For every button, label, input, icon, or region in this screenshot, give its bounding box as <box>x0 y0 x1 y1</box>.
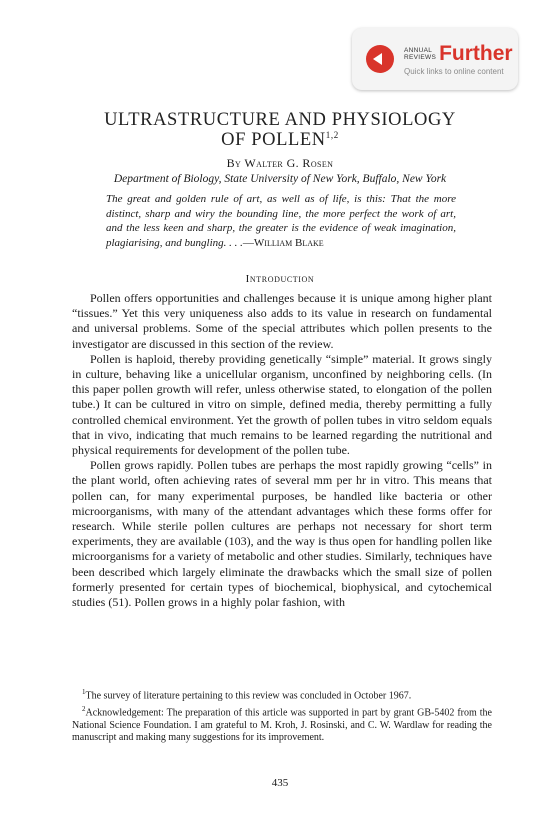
paragraph: Pollen offers opportunities and challenges because it is unique among higher plant “tissues.” Yet this very uniqueness also adds to its value in research on fundamental and universal problems. Some of the special attributes which pollen presents to the investigator are discussed in this section of the review. <box>72 291 492 351</box>
epigraph-attribution: —William Blake <box>242 236 324 249</box>
article-title-line2: OF POLLEN$^{1,2}$ <box>221 130 339 151</box>
footnote: $^1$The survey of literature pertaining to this review was concluded in October 1967. <box>82 688 412 702</box>
footnotes <box>72 686 492 745</box>
epigraph <box>106 192 456 250</box>
badge-text <box>404 43 513 76</box>
author-line: By Walter G. Rosen <box>226 156 334 170</box>
section-heading: Introduction <box>245 273 315 285</box>
play-arrow-icon <box>366 45 394 73</box>
department-line: Department of Biology, State University of New York, Buffalo, New York <box>113 173 447 185</box>
article-title-line1: ULTRASTRUCTURE AND PHYSIOLOGY <box>104 110 456 130</box>
footnote: $^2$Acknowledgement: The preparation of this article was supported in part by grant GB-5402 from the National Science Foundation. I am grateful to M. Kroh, J. Rosinski, and C. W. Wardlaw for reading the manuscript and making many suggestions for its improvement. <box>72 704 492 744</box>
badge-subtitle: Quick links to online content <box>404 66 504 76</box>
badge-further-label: Further <box>439 41 513 65</box>
paragraph: Pollen is haploid, thereby providing genetically “simple” material. It grows singly in culture, behaving like a unicellular organism, unconfined by neighboring cells. (In this paper pollen growth will refer, unless otherwise stated, to elongation of the pollen tube.) It can be cultured in vitro on simple, defined media, thereby permitting a fully controlled chemical environment. Yet the growth of pollen tubes in vitro seldom equals that in vivo, indicating that much remains to be learned regarding the nutritional and physical requirements for development of the pollen tube. <box>72 351 492 458</box>
title-footnote-marks: 1,2 <box>325 130 339 140</box>
annual-reviews-further-badge[interactable] <box>352 28 518 90</box>
epigraph-text: The great and golden rule of art, as well as of life, is this: That the more distinct, sharp and wiry the bounding line, the more perfect the work of art, and the less keen and sharp, the greater is the evidence of weak imagination, plagiarising, and bungling. . . . <box>106 193 456 249</box>
badge-annual-reviews: ANNUAL REVIEWS <box>404 46 437 61</box>
paragraph: Pollen grows rapidly. Pollen tubes are perhaps the most rapidly growing “cells” in the plant world, often achieving rates of several mm per hr in vitro. This means that pollen can, for many experimental purposes, be handled like bacteria or other microorganisms, with many of the attendant advantages which these forms offer for research. While sterile pollen cultures are perhaps not necessary for short term experiments, they are available (103), and the way is thus open for handling pollen like microorganisms for a variety of metabolic and other studies. Similarly, techniques have been described which largely eliminate the drawbacks which the small size of pollen formerly presented for certain types of biochemical, biophysical, and cytochemical studies (51). Pollen grows in a highly polar fashion, with <box>72 458 492 610</box>
body-text <box>72 291 492 610</box>
page-number: 435 <box>271 777 289 789</box>
